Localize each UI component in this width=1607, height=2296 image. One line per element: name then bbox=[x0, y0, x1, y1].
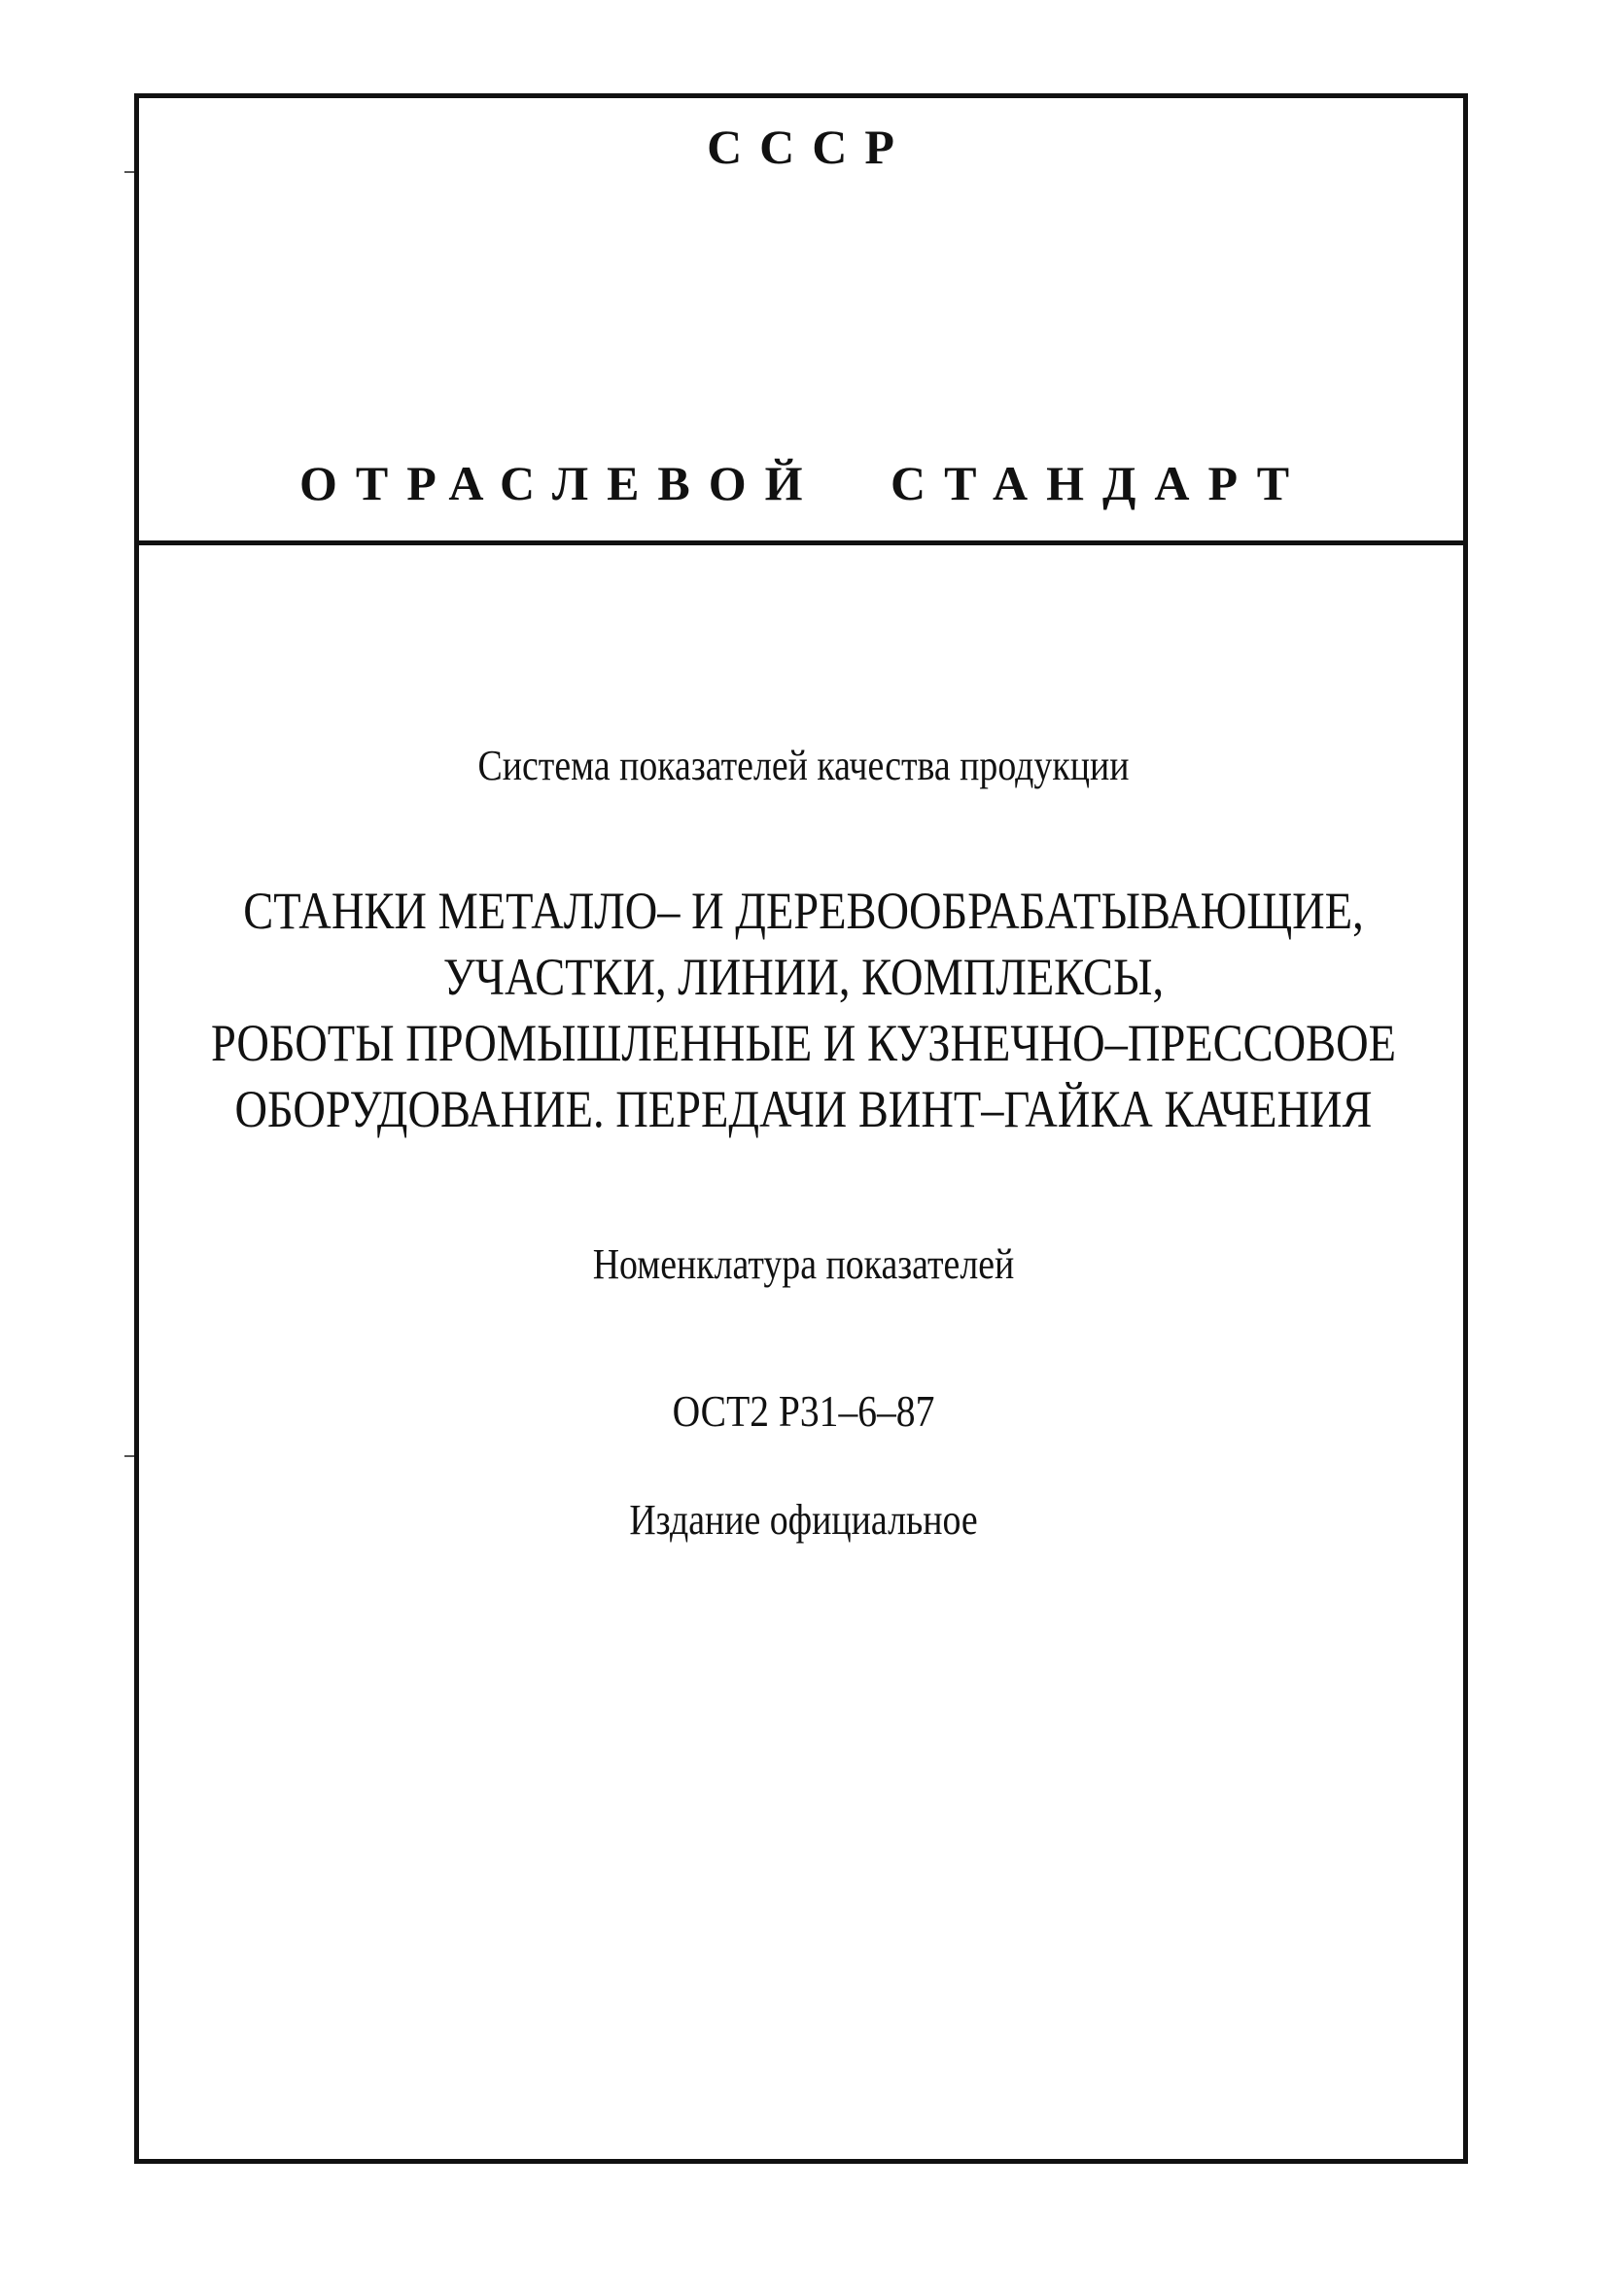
title-line: СТАНКИ МЕТАЛЛО– И ДЕРЕВООБРАБАТЫВАЮЩИЕ, bbox=[243, 882, 1364, 940]
document-title bbox=[113, 878, 1495, 1142]
title-line: УЧАСТКИ, ЛИНИИ, КОМПЛЕКСЫ, bbox=[442, 948, 1165, 1006]
system-subtitle: Система показателей качества продукции bbox=[477, 742, 1130, 789]
title-line: ОБОРУДОВАНИЕ. ПЕРЕДАЧИ ВИНТ–ГАЙКА КАЧЕНИЯ bbox=[234, 1080, 1373, 1138]
header-divider bbox=[134, 540, 1468, 545]
standard-designation: ОСТ2 Р31–6–87 bbox=[672, 1386, 935, 1436]
title-line: РОБОТЫ ПРОМЫШЛЕННЫЕ И КУЗНЕЧНО–ПРЕССОВОЕ bbox=[210, 1014, 1397, 1072]
country-heading: СССР bbox=[707, 120, 912, 174]
margin-tick bbox=[124, 1455, 134, 1457]
nomenclature-subtitle: Номенклатура показателей bbox=[592, 1240, 1015, 1288]
standard-type-heading: ОТРАСЛЕВОЙ СТАНДАРТ bbox=[298, 456, 1309, 510]
edition-note: Издание официальное bbox=[629, 1496, 978, 1544]
